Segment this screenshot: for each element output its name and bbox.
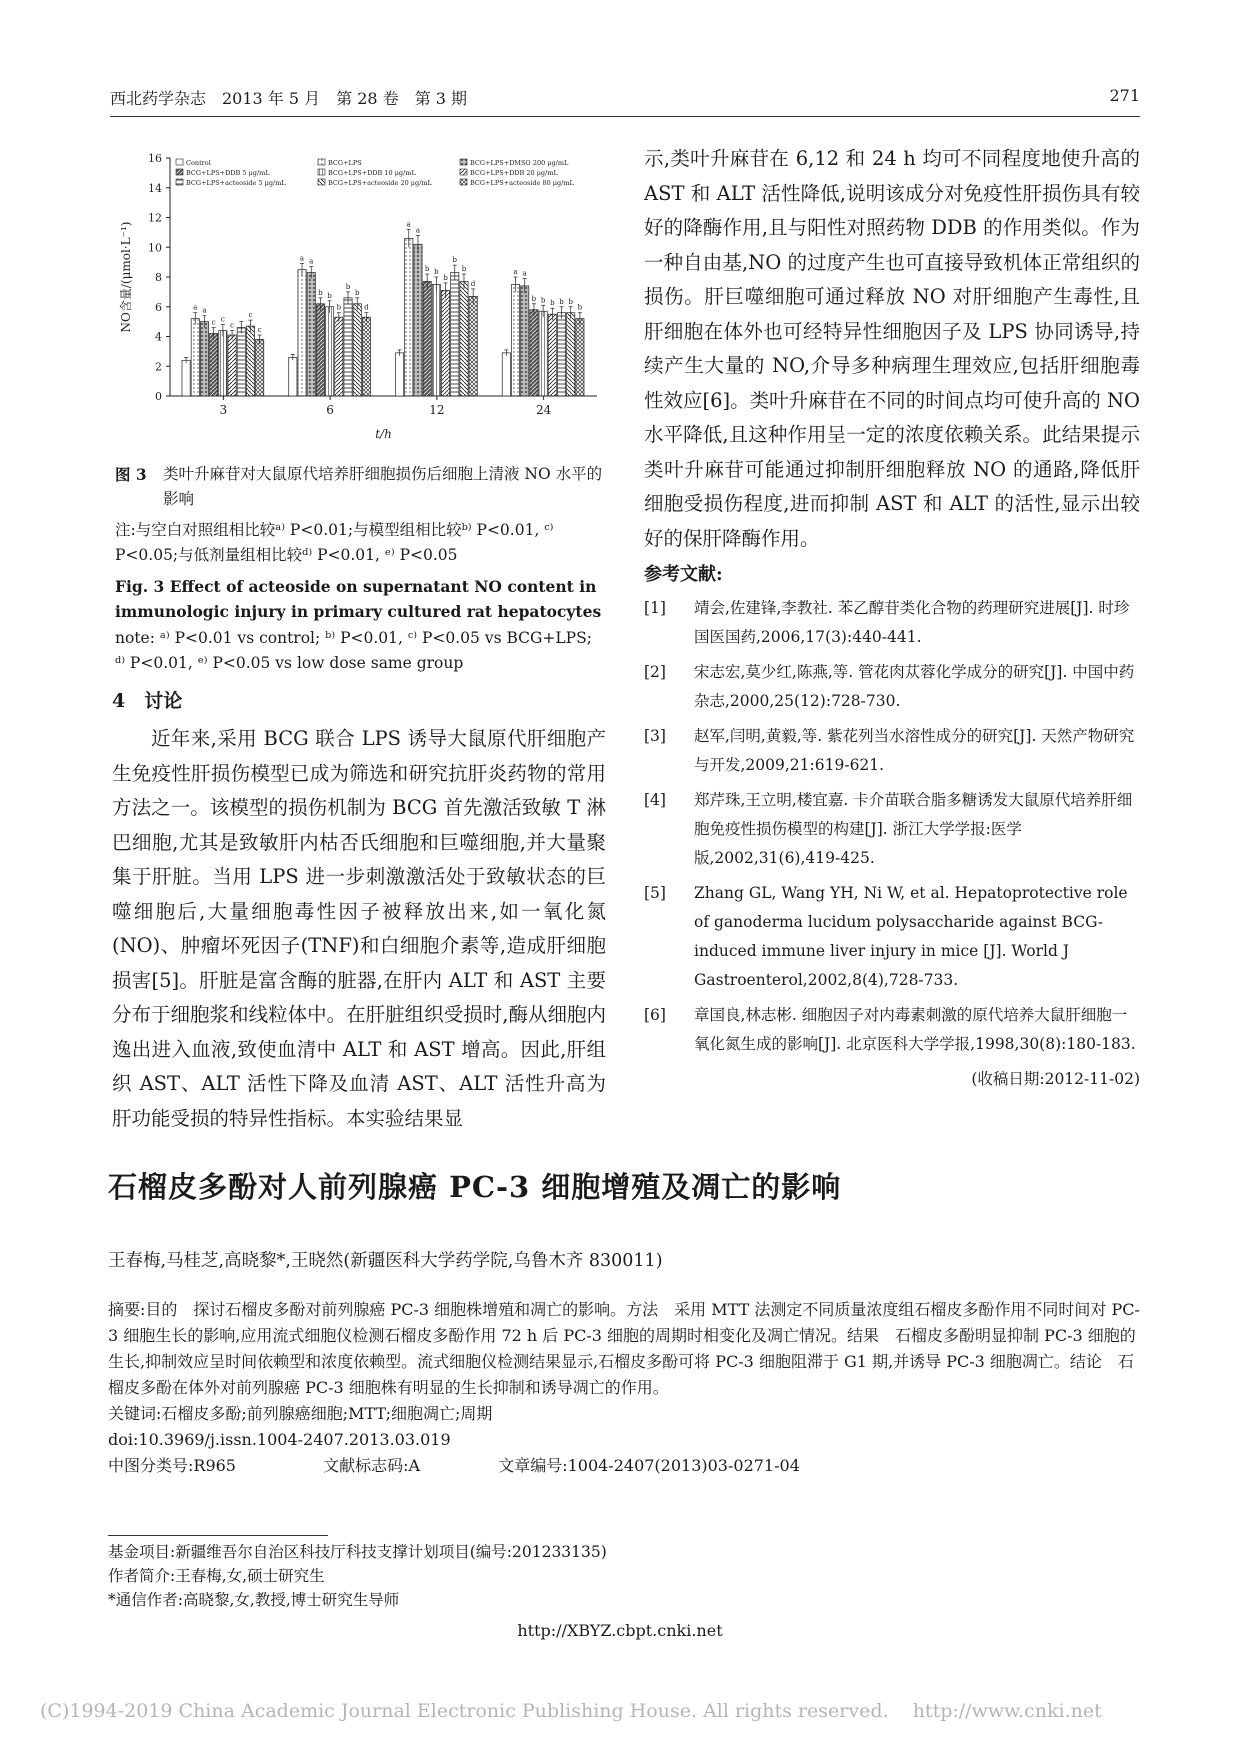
section-heading: 4 讨论	[112, 690, 183, 712]
figure-label: 图 3	[115, 465, 147, 484]
legend-swatch	[176, 169, 183, 175]
abstract-block	[108, 1297, 1140, 1479]
significance-label: b	[354, 288, 360, 297]
significance-label: b	[577, 303, 583, 312]
significance-label: c	[211, 318, 216, 327]
reference-item	[644, 879, 1140, 995]
reference-item	[644, 658, 1140, 716]
bar	[576, 319, 584, 396]
bar	[548, 314, 556, 396]
y-tick-label: 0	[155, 390, 162, 403]
significance-label: a	[522, 269, 527, 278]
bar	[246, 326, 254, 396]
legend-entry: Control	[186, 159, 211, 167]
legend-swatch	[176, 159, 183, 165]
significance-label: b	[318, 288, 323, 297]
bar	[502, 353, 510, 396]
section-discussion	[112, 686, 606, 1136]
significance-label: b	[424, 265, 430, 274]
reference-text: 宋志宏,莫少红,陈燕,等. 管花肉苁蓉化学成分的研究[J]. 中国中药杂志,2000,25(12):728-730.	[694, 663, 1135, 710]
bar	[521, 286, 529, 396]
journal-url: http://XBYZ.cbpt.cnki.net	[517, 1621, 723, 1640]
significance-label: b	[559, 297, 564, 306]
bar	[326, 307, 334, 396]
doi: doi:10.3969/j.issn.1004-2407.2013.03.019	[108, 1430, 451, 1449]
figure-caption-en: Fig. 3 Effect of acteoside on supernatant NO content in immunologic injury in primary cultured rat hepatocytes	[115, 577, 602, 621]
corresponding-author: *通信作者:高晓黎,女,教授,博士研究生导师	[108, 1591, 400, 1609]
significance-label: a	[193, 303, 198, 312]
reference-text: 章国良,林志彬. 细胞因子对内毒素刺激的原代培养大鼠肝细胞一氧化氮生成的影响[J]. 北京医科大学学报,1998,30(8):180-183.	[694, 1006, 1136, 1053]
legend-entry: BCG+LPS+DDB 20 μg/mL	[470, 169, 558, 177]
legend-entry: BCG+LPS+acteoside 80 μg/mL	[470, 179, 574, 187]
document-code: 文献标志码:A	[323, 1456, 421, 1475]
no-content-bar-chart	[112, 146, 612, 456]
funding-note: 基金项目:新疆维吾尔自治区科技厅科技支撑计划项目(编号:201233135)	[108, 1543, 607, 1561]
reference-item	[644, 594, 1140, 652]
figure-3	[112, 146, 612, 456]
reference-number: [1]	[644, 599, 666, 617]
footnotes	[108, 1540, 1108, 1612]
bar	[511, 284, 519, 396]
bar	[567, 313, 575, 396]
reference-text: 赵军,闫明,黄毅,等. 紫花列当水溶性成分的研究[J]. 天然产物研究与开发,2009,21:619-621.	[694, 727, 1135, 774]
significance-label: d	[364, 303, 369, 312]
bar	[210, 334, 218, 396]
significance-label: a	[406, 220, 411, 229]
bar	[316, 304, 324, 396]
significance-label: b	[336, 303, 342, 312]
bar	[298, 270, 306, 396]
page-number: 271	[1109, 86, 1140, 105]
bar	[200, 322, 208, 396]
bar	[414, 244, 422, 396]
bar	[432, 284, 440, 396]
article-number: 文章编号:1004-2407(2013)03-0271-04	[498, 1456, 800, 1475]
abstract-text: 摘要:目的 探讨石榴皮多酚对前列腺癌 PC-3 细胞株增殖和凋亡的影响。方法 采用 MTT 法测定不同质量浓度组石榴皮多酚作用不同时间对 PC-3 细胞生长的影响,应用流式细胞仪检测石榴皮多酚作用 72 h 后 PC-3 细胞的周期时相变化及凋亡情况。结果 石榴皮多酚明显抑制 PC-3 细胞的生长,抑制效应呈时间依赖型和浓度依赖型。流式细胞仪检测结果显示,石榴皮多酚可将 PC-3 细胞阻滞于 G1 期,并诱导 PC-3 细胞凋亡。结论 石榴皮多酚在体外对前列腺癌 PC-3 细胞株有明显的生长抑制和诱导凋亡的作用。	[108, 1300, 1140, 1397]
discussion-continued: 示,类叶升麻苷在 6,12 和 24 h 均可不同程度地使升高的 AST 和 ALT 活性降低,说明该成分对免疫性肝损伤具有较好的降酶作用,且与阳性对照药物 DDB 的作用类似。作为一种自由基,NO 的过度产生也可直接导致机体正常组织的损伤。肝巨噬细胞可通过释放 NO 对肝细胞产生毒性,且肝细胞在体外也可经特异性细胞因子及 LPS 协同诱导,持续产生大量的 NO,介导多种病理生理效应,包括肝细胞毒性效应[6]。类叶升麻苷在不同的时间点均可使升高的 NO 水平降低,且这种作用呈一定的浓度依赖关系。此结果提示类叶升麻苷可能通过抑制肝细胞释放 NO 的通路,降低肝细胞受损伤程度,进而抑制 AST 和 ALT 的活性,显示出较好的保肝降酶作用。	[644, 147, 1140, 550]
y-tick-label: 4	[155, 330, 162, 344]
significance-label: d	[470, 279, 476, 288]
significance-label: a	[202, 306, 207, 315]
figure-caption-block	[115, 462, 605, 676]
y-tick-label: 16	[148, 152, 162, 165]
significance-label: a	[299, 254, 305, 263]
legend-entry: BCG+LPS+acteoside 5 μg/mL	[186, 179, 286, 187]
legend-swatch	[460, 179, 467, 185]
y-tick-label: 2	[155, 360, 162, 374]
reference-text: 靖会,佐建锋,李教社. 苯乙醇苷类化合物的药理研究进展[J]. 时珍国医国药,2006,17(3):440-441.	[694, 599, 1130, 646]
legend-swatch	[318, 159, 325, 165]
reference-number: [6]	[644, 1006, 666, 1024]
discussion-paragraph: 近年来,采用 BCG 联合 LPS 诱导大鼠原代肝细胞产生免疫性肝损伤模型已成为筛选和研究抗肝炎药物的常用方法之一。该模型的损伤机制为 BCG 首先激活致敏 T 淋巴细胞,尤其是致敏肝内枯否氏细胞和巨噬细胞,并大量聚集于肝脏。当用 LPS 进一步刺激激活处于致敏状态的巨噬细胞后,大量细胞毒性因子被释放出来,如一氧化氮(NO)、肿瘤坏死因子(TNF)和白细胞介素等,造成肝细胞损害[5]。肝脏是富含酶的脏器,在肝内 ALT 和 AST 主要分布于细胞浆和线粒体中。在肝脏组织受损时,酶从细胞内逸出进入血液,致使血清中 ALT 和 AST 增高。因此,肝组织 AST、ALT 活性下降及血清 AST、ALT 活性升高为肝功能受损的特异性指标。本实验结果显	[112, 727, 606, 1130]
significance-label: a	[513, 268, 518, 276]
bar	[530, 310, 538, 396]
journal-info: 西北药学杂志 2013 年 5 月 第 28 卷 第 3 期	[110, 89, 468, 108]
bar	[405, 238, 413, 396]
bar	[423, 281, 431, 396]
bar	[395, 353, 403, 396]
legend-entry: BCG+LPS+DMSO 200 μg/mL	[470, 159, 569, 167]
y-tick-label: 14	[148, 181, 162, 195]
y-axis-label: NO含量/(μmol·L⁻¹)	[119, 221, 133, 333]
right-column	[644, 142, 1140, 1089]
reference-number: [4]	[644, 791, 666, 809]
x-tick-label: 3	[219, 403, 228, 417]
significance-label: c	[230, 321, 235, 330]
article-title: 石榴皮多酚对人前列腺癌 PC-3 细胞增殖及凋亡的影响	[108, 1170, 842, 1204]
bar	[335, 317, 343, 396]
references-heading: 参考文献:	[644, 564, 723, 585]
bar	[228, 335, 236, 396]
legend-entry: BCG+LPS	[328, 159, 362, 167]
significance-label: b	[443, 273, 448, 282]
x-tick-label: 12	[429, 403, 445, 417]
bar	[362, 317, 370, 396]
received-date: (收稿日期:2012-11-02)	[971, 1070, 1140, 1088]
footnote-rule	[108, 1535, 328, 1536]
significance-label: c	[257, 326, 262, 335]
legend-swatch	[176, 179, 183, 185]
legend-swatch	[318, 179, 325, 185]
y-tick-label: 12	[148, 211, 162, 225]
figure-note-en: note: ᵃ⁾ P<0.01 vs control; ᵇ⁾ P<0.01, ᶜ⁾ P<0.05 vs BCG+LPS; ᵈ⁾ P<0.01, ᵉ⁾ P<0.05 vs low dose same group	[115, 629, 592, 672]
classification-row	[108, 1453, 1140, 1479]
bar	[539, 311, 547, 396]
significance-label: b	[327, 291, 332, 300]
y-tick-label: 10	[148, 241, 162, 255]
significance-label: a	[309, 257, 314, 266]
legend-swatch	[460, 169, 467, 175]
bar	[451, 273, 459, 396]
bar	[557, 313, 565, 396]
significance-label: b	[568, 297, 573, 306]
copyright-watermark: (C)1994-2019 China Academic Journal Electronic Publishing House. All rights reserved. http://www.cnki.net	[40, 1700, 1102, 1722]
figure-title-cn: 类叶升麻苷对大鼠原代培养肝细胞损伤后细胞上清液 NO 水平的影响	[163, 465, 603, 508]
reference-text: 郑芹珠,王立明,楼宜嘉. 卡介苗联合脂多糖诱发大鼠原代培养肝细胞免疫性损伤模型的构建[J]. 浙江大学学报:医学版,2002,31(6),419-425.	[694, 791, 1133, 867]
y-tick-label: 8	[155, 271, 162, 284]
significance-label: b	[452, 256, 458, 265]
reference-number: [3]	[644, 727, 666, 745]
bar	[441, 290, 449, 396]
significance-label: b	[531, 294, 537, 303]
legend-entry: BCG+LPS+DDB 10 μg/mL	[328, 169, 416, 177]
significance-label: b	[345, 282, 351, 291]
running-header	[110, 86, 1140, 109]
clc-number: 中图分类号:R965	[108, 1456, 236, 1475]
significance-label: c	[248, 311, 253, 320]
legend-swatch	[318, 169, 325, 175]
x-axis-label: t/h	[375, 427, 392, 441]
reference-text: Zhang GL, Wang YH, Ni W, et al. Hepatoprotective role of ganoderma lucidum polysaccharide against BCG-induced immune liver injury in mice [J]. World J Gastroenterol,2002,8(4),728-733.	[694, 884, 1128, 989]
x-tick-label: 24	[535, 403, 552, 417]
article-authors: 王春梅,马桂芝,高晓黎*,王晓然(新疆医科大学药学院,乌鲁木齐 830011)	[108, 1251, 663, 1271]
bar	[289, 357, 297, 396]
bar	[460, 281, 468, 396]
x-tick-label: 6	[326, 403, 334, 417]
significance-label: b	[461, 265, 467, 274]
figure-caption-cn	[115, 462, 605, 512]
bar	[191, 319, 199, 396]
reference-item	[644, 786, 1140, 873]
bar	[344, 298, 352, 396]
reference-item	[644, 1001, 1140, 1059]
significance-label: a	[415, 226, 421, 235]
bar	[237, 328, 245, 396]
header-rule	[110, 116, 1140, 117]
reference-number: [2]	[644, 663, 666, 681]
bar	[219, 331, 227, 396]
keywords: 关键词:石榴皮多酚;前列腺癌细胞;MTT;细胞凋亡;周期	[108, 1404, 493, 1423]
reference-number: [5]	[644, 884, 666, 902]
legend-swatch	[460, 159, 467, 165]
bar	[307, 273, 315, 396]
legend-entry: BCG+LPS+acteoside 20 μg/mL	[328, 179, 432, 187]
significance-label: c	[220, 315, 225, 324]
reference-list	[644, 594, 1140, 1059]
bar	[469, 296, 477, 396]
significance-label: b	[540, 296, 546, 305]
reference-item	[644, 722, 1140, 780]
author-intro: 作者简介:王春梅,女,硕士研究生	[108, 1567, 325, 1585]
bar	[182, 360, 190, 396]
figure-note-cn: 注:与空白对照组相比较ᵃ⁾ P<0.01;与模型组相比较ᵇ⁾ P<0.01, ᶜ⁾ P<0.05;与低剂量组相比较ᵈ⁾ P<0.01, ᵉ⁾ P<0.05	[115, 521, 554, 564]
legend-entry: BCG+LPS+DDB 5 μg/mL	[186, 169, 270, 177]
bar	[353, 304, 361, 396]
significance-label: b	[550, 299, 555, 308]
bar	[256, 339, 264, 396]
y-tick-label: 6	[155, 300, 162, 314]
significance-label: b	[434, 268, 439, 276]
